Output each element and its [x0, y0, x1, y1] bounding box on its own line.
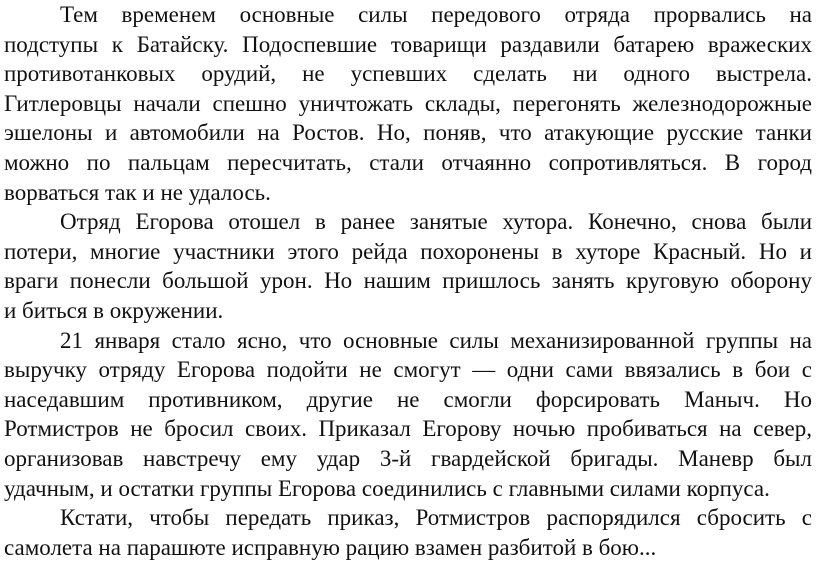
text-line: Ротмистров не бросил своих. Приказал Егорову ночью пробиваться на север, [4, 416, 812, 442]
text-line: ворваться так и не удалось. [4, 179, 271, 205]
text-line: потери, многие участники этого рейда похоронены в хуторе Красный. Но и [4, 238, 812, 264]
text-line: удачным, и остатки группы Егорова соединились с главными силами корпуса. [4, 475, 770, 501]
text-line: можно по пальцам пересчитать, стали отчаянно сопротивляться. В город [4, 149, 812, 175]
text-line: наседавшим противником, другие не смогли форсировать Маныч. Но [4, 386, 812, 412]
text-line: противотанковых орудий, не успевших сделать ни одного выстрела. [4, 61, 812, 87]
text-line: и биться в окружении. [4, 297, 224, 323]
text-line: организовав навстречу ему удар 3-й гвардейской бригады. Маневр был [4, 445, 812, 471]
text-line: самолета на парашюте исправную рацию взамен разбитой в бою... [4, 534, 657, 560]
text-line: эшелоны и автомобили на Ростов. Но, поняв, что атакующие русские танки [4, 120, 812, 146]
text-line: 21 января стало ясно, что основные силы механизированной группы на [60, 327, 812, 353]
text-line: враги понесли большой урон. Но нашим пришлось занять круговую оборону [4, 268, 812, 294]
paragraph-1 [4, 0, 812, 207]
text-line: Отряд Егорова отошел в ранее занятые хутора. Конечно, снова были [60, 209, 812, 235]
text-line: выручку отряду Егорова подойти не смогут — одни сами ввязались в бои с [4, 357, 812, 383]
paragraph-4 [4, 503, 812, 562]
paragraph-3 [4, 326, 812, 504]
text-line: Тем временем основные силы передового отряда прорвались на [60, 2, 812, 27]
text-line: Кстати, чтобы передать приказ, Ротмистров распорядился сбросить с [60, 505, 812, 531]
text-line: подступы к Батайску. Подоспевшие товарищи раздавили батарею вражеских [4, 31, 812, 57]
text-line: Гитлеровцы начали спешно уничтожать склады, перегонять железнодорожные [4, 90, 812, 116]
paragraph-2 [4, 207, 812, 325]
